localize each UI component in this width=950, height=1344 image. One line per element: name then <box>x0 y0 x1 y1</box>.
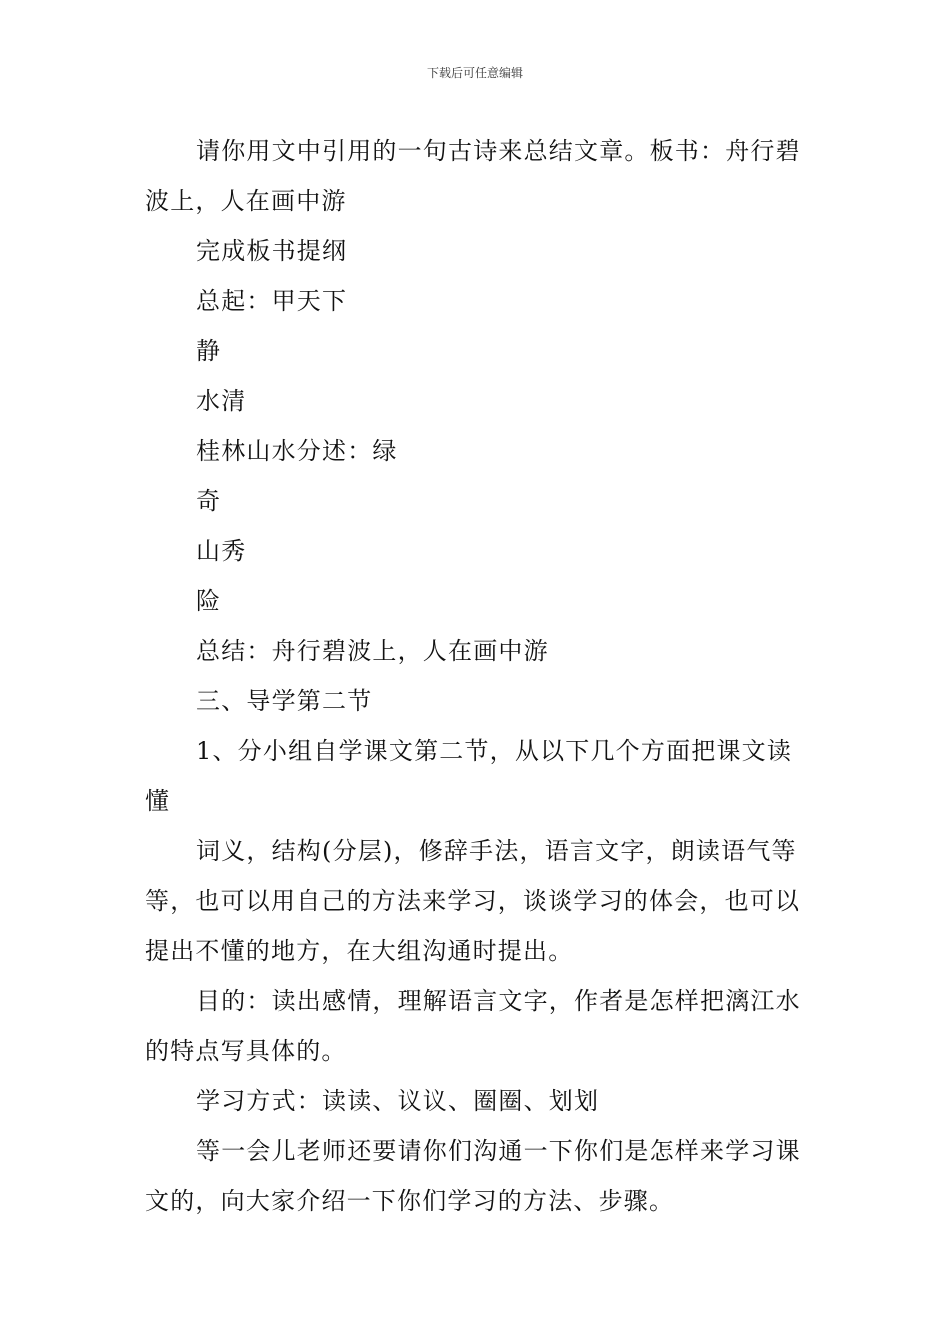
paragraph-outline-intro: 总起：甲天下 <box>196 287 348 315</box>
section-heading: 三、导学第二节 <box>196 687 373 715</box>
paragraph-outline-item: 山秀 <box>196 537 247 565</box>
paragraph-outline-item: 桂林山水分述：绿 <box>196 437 398 465</box>
paragraph-teacher-note: 等一会儿老师还要请你们沟通一下你们是怎样来学习课文的，向大家介绍一下你们学习的方法、步骤。 <box>145 1137 801 1215</box>
paragraph-study-aspects: 词义，结构(分层)，修辞手法，语言文字，朗读语气等等，也可以用自己的方法来学习，谈谈学习的体会，也可以提出不懂的地方，在大组沟通时提出。 <box>145 837 801 965</box>
page-header: 下载后可任意编辑 <box>426 66 523 80</box>
document-body <box>145 126 807 1226</box>
paragraph-study-method: 学习方式：读读、议议、圈圈、划划 <box>196 1087 600 1115</box>
paragraph-purpose: 目的：读出感情，理解语言文字，作者是怎样把漓江水的特点写具体的。 <box>145 987 801 1065</box>
paragraph-outline-conclusion: 总结：舟行碧波上，人在画中游 <box>196 637 549 665</box>
paragraph-outline-item: 险 <box>196 587 222 615</box>
paragraph-outline-item: 水清 <box>196 387 247 415</box>
paragraph-task-1: 1、分小组自学课文第二节，从以下几个方面把课文读懂 <box>145 737 793 815</box>
paragraph-outline-item: 静 <box>196 337 222 365</box>
paragraph-outline-title: 完成板书提纲 <box>196 237 348 265</box>
paragraph-outline-item: 奇 <box>196 487 222 515</box>
paragraph-summary-poem: 请你用文中引用的一句古诗来总结文章。板书：舟行碧波上，人在画中游 <box>145 137 801 215</box>
